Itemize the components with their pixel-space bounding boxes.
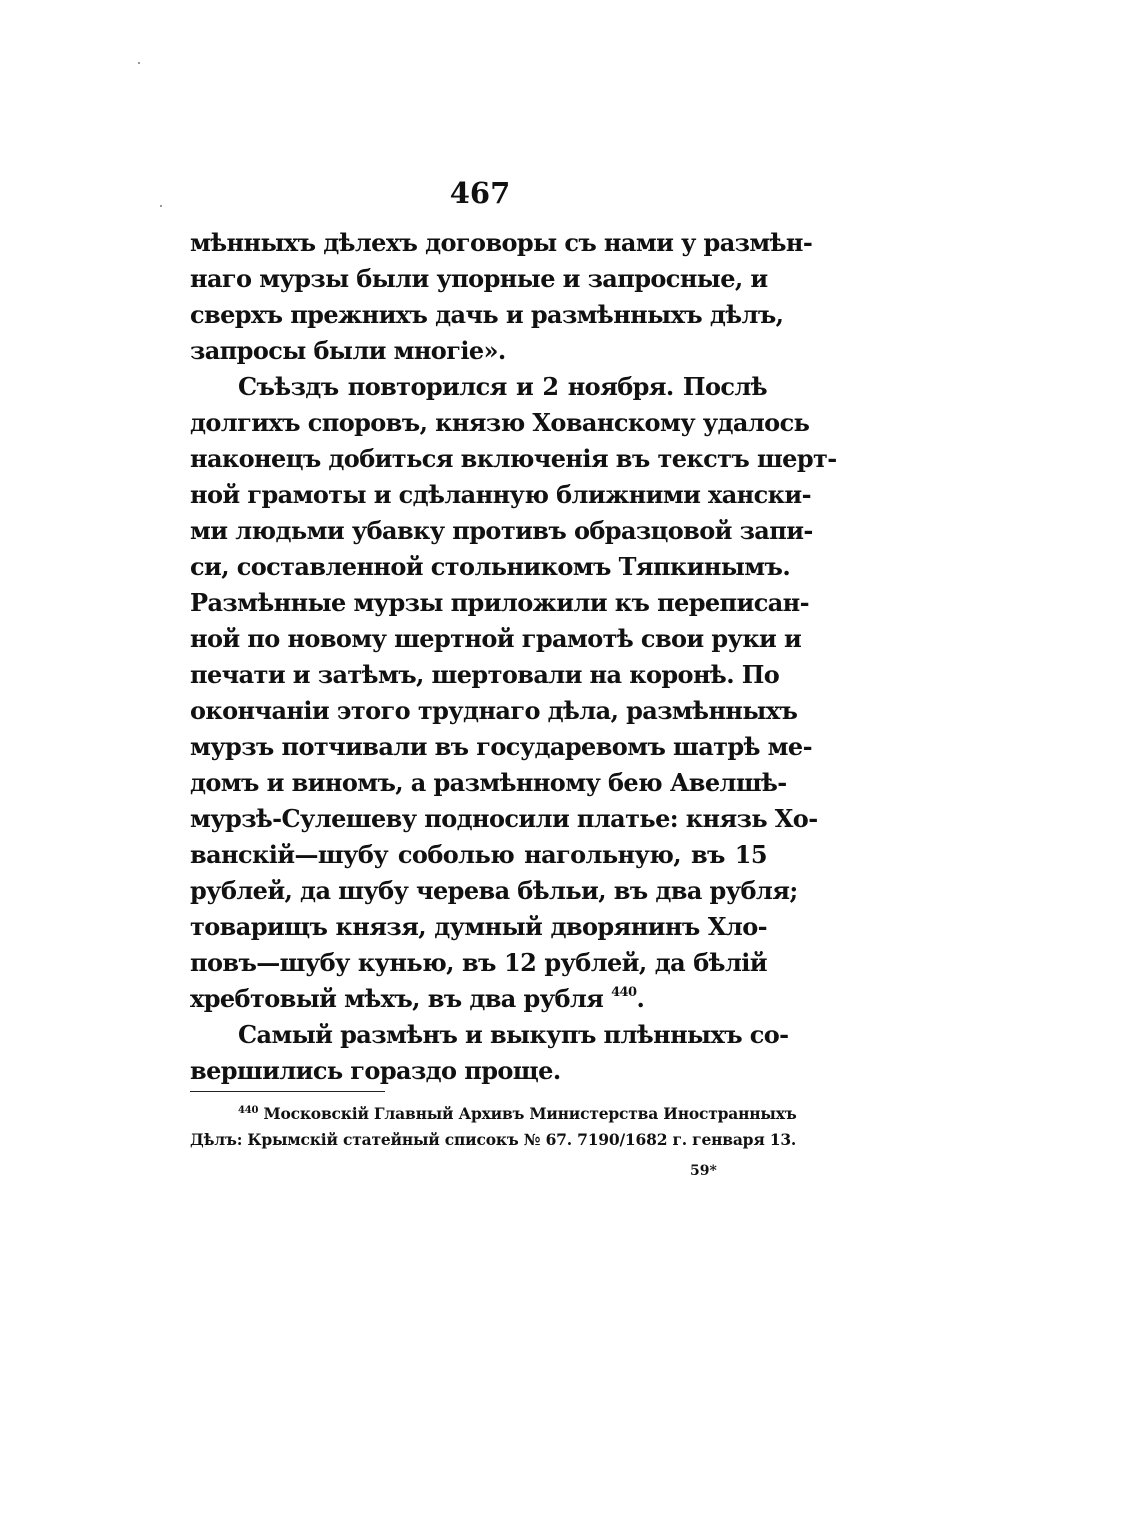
body-line: наго мурзы были упорные и запросные, и (190, 264, 768, 293)
body-line: Самый размѣнъ и выкупъ плѣнныхъ со- (238, 1020, 789, 1049)
body-line: долгихъ споровъ, князю Хованскому удалось (190, 408, 810, 437)
footnote-reference: 440 (611, 985, 637, 1000)
body-line: сверхъ прежнихъ дачь и размѣнныхъ дѣлъ, (190, 300, 784, 329)
body-line-text: хребтовый мѣхъ, въ два рубля (190, 984, 604, 1013)
body-line: си, составленной стольникомъ Тяпкинымъ. (190, 552, 791, 581)
scan-speck (138, 62, 140, 64)
signature-mark: 59* (690, 1163, 717, 1179)
body-line: окончаніи этого труднаго дѣла, размѣнныхъ (190, 696, 798, 725)
body-line: повъ—шубу кунью, въ 12 рублей, да бѣлій (190, 948, 767, 977)
body-line: рублей, да шубу черева бѣльи, въ два рубля; (190, 876, 798, 905)
footnote-line: Дѣлъ: Крымскій статейный списокъ № 67. 7190/1682 г. генваря 13. (190, 1130, 797, 1149)
body-line: ми людьми убавку противъ образцовой запи- (190, 516, 813, 545)
body-line-with-footnote-ref (190, 981, 767, 1017)
body-line: ванскій—шубу соболью нагольную, въ 15 (190, 840, 767, 869)
footnote-line (238, 1101, 797, 1127)
body-line: запросы были многіе». (190, 336, 506, 365)
body-line: ной грамоты и сдѣланную ближними хански- (190, 480, 811, 509)
body-line: мурзъ потчивали въ государевомъ шатрѣ ме- (190, 732, 812, 761)
scan-speck (160, 205, 162, 207)
body-line: вершились гораздо проще. (190, 1056, 561, 1085)
body-line: мѣнныхъ дѣлехъ договоры съ нами у размѣн- (190, 228, 813, 257)
period: . (636, 984, 645, 1013)
body-line: Размѣнные мурзы приложили къ переписан- (190, 588, 810, 617)
body-line: ной по новому шертной грамотѣ свои руки и (190, 624, 802, 653)
body-line: мурзѣ-Сулешеву подносили платье: князь Хо- (190, 804, 818, 833)
footnote-text: Московскій Главный Архивъ Министерства Иностранныхъ (263, 1104, 797, 1123)
body-line: печати и затѣмъ, шертовали на коронѣ. По (190, 660, 780, 689)
body-line: наконецъ добиться включенія въ текстъ шерт- (190, 444, 837, 473)
body-line: домъ и виномъ, а размѣнному бею Авелшѣ- (190, 768, 787, 797)
body-line: Съѣздъ повторился и 2 ноября. Послѣ (238, 372, 767, 401)
footnote-separator (190, 1091, 385, 1092)
footnote-mark: 440 (238, 1104, 259, 1116)
body-line: товарищъ князя, думный дворянинъ Хло- (190, 912, 767, 941)
page-number: 467 (449, 176, 511, 210)
